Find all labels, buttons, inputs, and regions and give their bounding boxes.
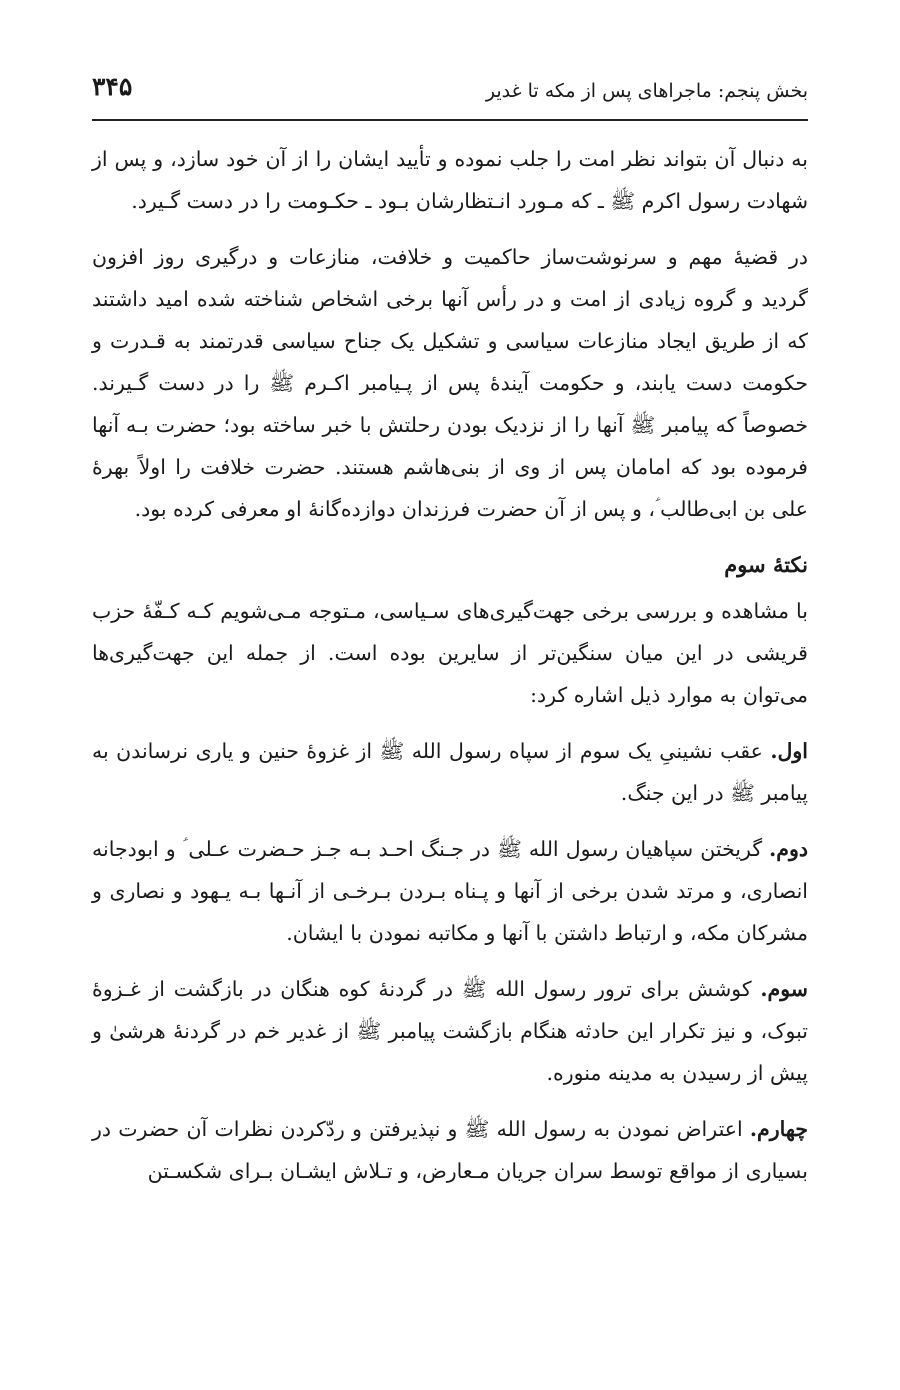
list-item-text: عقب نشینیِ یک سوم از سپاه رسول الله ﷺ از غزوهٔ حنین و یاری نرساندن به پیامبر ﷺ در این جنگ. bbox=[92, 739, 808, 805]
paragraph-2: در قضیهٔ مهم و سرنوشت‌ساز حاکمیت و خلافت، منازعات و درگیری روز افزون گردید و گروه زیادی از امت و در رأس آنها برخی اشخاص شناخته شده امید داشتند که از طریق ایجاد منازعات سیاسی و تشکیل یک جناح سیاسی قدرتمند به قـدرت و حکومت دست یابند، و حکومت آیندهٔ پس از پـیامبر اکـرم ﷺ را در دست گـیرند. خصوصاً که پیامبر ﷺ آنها را از نزدیک بودن رحلتش با خبر ساخته بود؛ حضرت بـه آنها فرموده بود که امامان پس از وی از بنی‌هاشم هستند. حضرت خلافت را اولاً بهرهٔ علی بن ابی‌طالب ؑ، و پس از آن حضرت فرزندان دوازده‌گانهٔ او معرفی کرده بود. bbox=[92, 245, 808, 521]
list-item-label: اول. bbox=[770, 739, 808, 763]
paragraph-1: به دنبال آن بتواند نظر امت را جلب نموده و تأیید ایشان را از آن خود سازد، و پس از شهادت رسول اکرم ﷺ ـ که مـورد انـتظارشان بـود ـ حکـومت را در دست گـیرد. bbox=[92, 147, 808, 213]
page-body bbox=[92, 138, 808, 1206]
running-header bbox=[92, 68, 808, 108]
list-item bbox=[92, 1108, 808, 1192]
list-item bbox=[92, 968, 808, 1094]
page-number: ۳۴۵ bbox=[92, 72, 133, 101]
book-page bbox=[92, 0, 808, 1390]
list-item-label: چهارم. bbox=[749, 1117, 808, 1141]
list-item bbox=[92, 730, 808, 814]
header-divider bbox=[92, 119, 808, 121]
section-heading: نکتهٔ سوم bbox=[724, 552, 808, 577]
list-item-label: سوم. bbox=[760, 977, 808, 1001]
list-item-label: دوم. bbox=[769, 837, 808, 861]
paragraph-3: با مشاهده و بررسی برخی جهت‌گیری‌های سـیاسی، مـتوجه مـی‌شویم کـه کـفّهٔ حزب قریشی در این میان سنگین‌تر از سایرین بوده است. از جمله این جهت‌گیری‌ها می‌توان به موارد ذیل اشاره کرد: bbox=[92, 599, 808, 707]
list-item bbox=[92, 828, 808, 954]
chapter-title: بخش پنجم: ماجراهای پس از مکه تا غدیر bbox=[485, 80, 808, 102]
list-item-text: کوشش برای ترور رسول الله ﷺ در گردنهٔ کوه هنگان در بازگشت از غـزوهٔ تبوک، و نیز تکرار این حادثه هنگام بازگشت پیامبر ﷺ از غدیر خم در گردنهٔ هرشیٰ و پیش از رسیدن به مدینه منوره. bbox=[92, 977, 808, 1085]
list-item-text: اعتراض نمودن به رسول الله ﷺ و نپذیرفتن و ردّکردن نظرات آن حضرت در بسیاری از مواقع توسط سران جریان مـعارض، و تـلاش ایشـان بـرای شکسـتن bbox=[92, 1117, 808, 1183]
list-item-text: گریختن سپاهیان رسول الله ﷺ در جـنگ احـد بـه جـز حـضرت عـلی ؑ و ابودجانه انصاری، و مرتد شدن برخی از آنها و پـناه بـردن بـرخـی از آنـها بـه یـهود و نصاری و مشرکان مکه، و ارتباط داشتن با آنها و مکاتبه نمودن با ایشان. bbox=[92, 837, 808, 945]
